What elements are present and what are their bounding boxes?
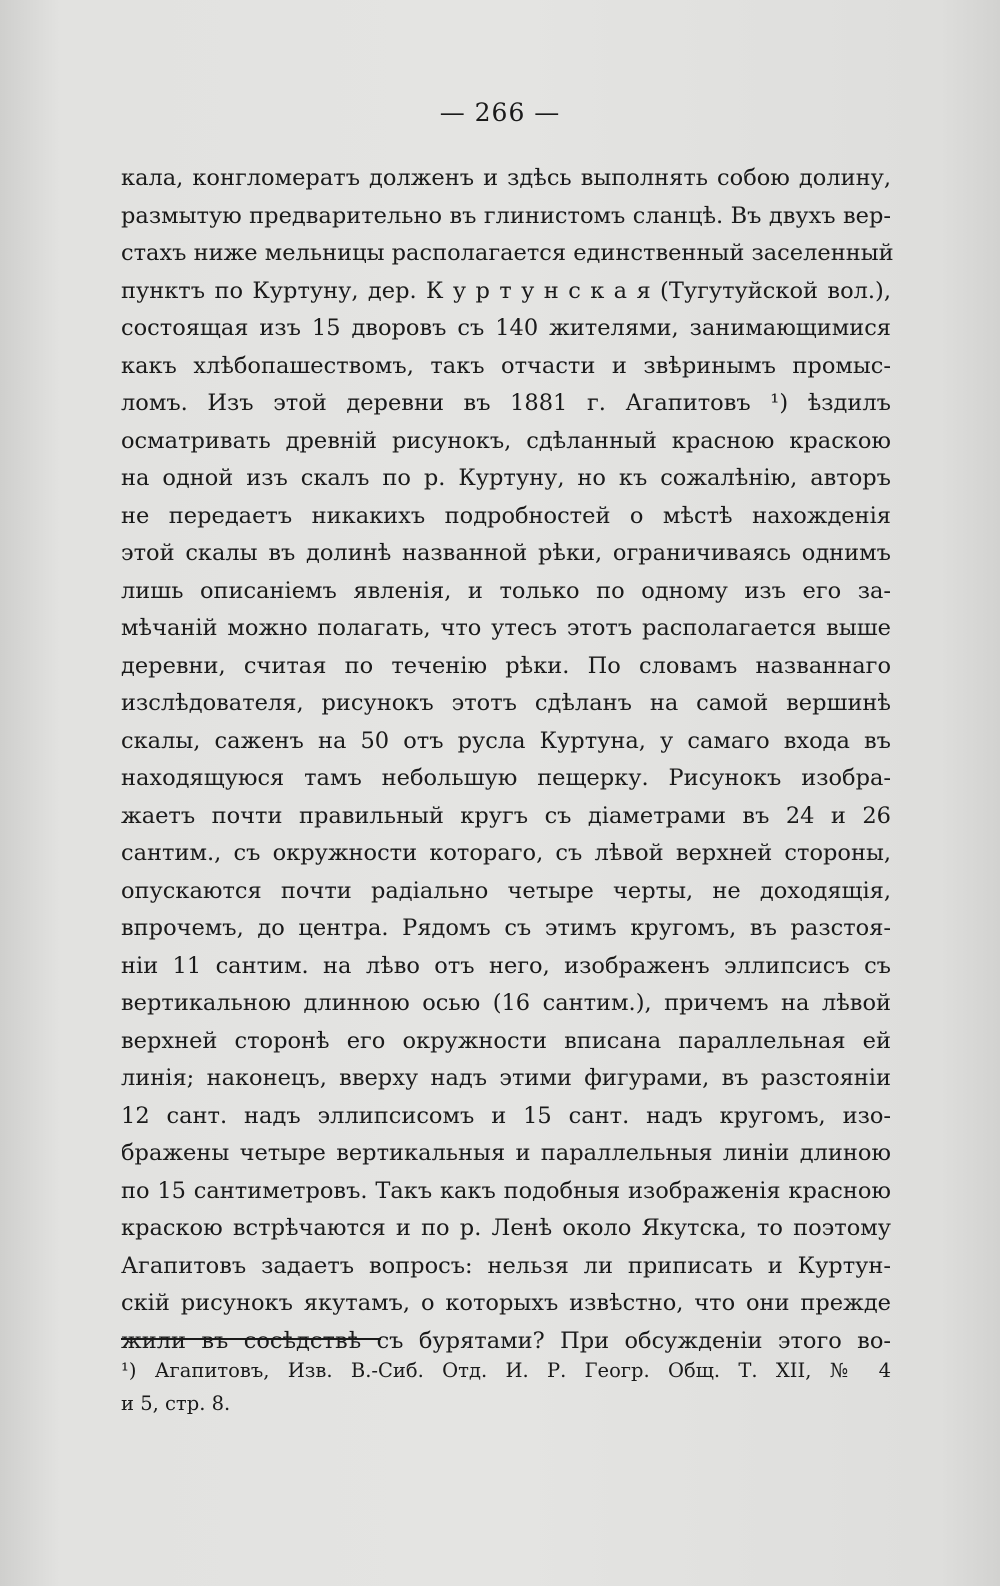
text-line: на одной изъ скалъ по р. Куртуну, но къ сожалѣнію, авторъ — [121, 465, 891, 491]
text-line: не передаетъ никакихъ подробностей о мѣстѣ нахожденія — [121, 502, 891, 529]
text-line: ломъ. Изъ этой деревни въ 1881 г. Агапитовъ ¹) ѣздилъ — [121, 390, 891, 416]
text-line: находящуюся тамъ небольшую пещерку. Рисунокъ изобра- — [121, 765, 891, 791]
text-line: этой скалы въ долинѣ названной рѣки, ограничиваясь однимъ — [121, 540, 891, 566]
text-line: жаетъ почти правильный кругъ съ діаметрами въ 24 и 26 — [121, 802, 891, 829]
text-line: линія; наконецъ, вверху надъ этими фигурами, въ разстояніи — [121, 1065, 891, 1091]
body-text — [121, 160, 894, 1360]
text-line: вертикальною длинною осью (16 сантим.), причемъ на лѣвой — [121, 990, 891, 1016]
text-line: стахъ ниже мельницы располагается единственный заселенный — [121, 240, 894, 266]
text-line: сантим., съ окружности котораго, съ лѣвой верхней стороны, — [121, 840, 891, 866]
text-line: впрочемъ, до центра. Рядомъ съ этимъ кругомъ, въ разстоя- — [121, 915, 891, 941]
text-line: ніи 11 сантим. на лѣво отъ него, изображенъ эллипсисъ съ — [121, 952, 891, 979]
text-line: по 15 сантиметровъ. Такъ какъ подобныя изображенія красною — [121, 1177, 891, 1204]
text-line: Агапитовъ задаетъ вопросъ: нельзя ли приписать и Куртун- — [121, 1252, 891, 1279]
footnote-line: и 5, стр. 8. — [121, 1392, 231, 1415]
text-line: изслѣдователя, рисунокъ этотъ сдѣланъ на самой вершинѣ — [121, 690, 891, 716]
page-number: — 266 — — [439, 98, 561, 127]
text-line: бражены четыре вертикальныя и параллельныя линіи длиною — [121, 1140, 891, 1166]
text-line: какъ хлѣбопашествомъ, такъ отчасти и звѣринымъ промыс- — [121, 352, 891, 379]
footnote-divider — [121, 1338, 381, 1340]
text-line: деревни, считая по теченію рѣки. По словамъ названнаго — [121, 652, 891, 679]
text-line: кала, конгломератъ долженъ и здѣсь выполнять собою долину, — [121, 165, 891, 191]
text-line: жили въ сосѣдствѣ съ бурятами? При обсужденіи этого во- — [121, 1327, 891, 1354]
text-line: скій рисунокъ якутамъ, о которыхъ извѣстно, что они прежде — [121, 1290, 891, 1316]
text-line: размытую предварительно въ глинистомъ сланцѣ. Въ двухъ вер- — [121, 202, 891, 229]
text-line: скалы, саженъ на 50 отъ русла Куртуна, у самаго входа въ — [121, 727, 891, 754]
text-line: осматривать древній рисунокъ, сдѣланный красною краскою — [121, 427, 891, 454]
text-line: краскою встрѣчаются и по р. Ленѣ около Якутска, то поэтому — [121, 1215, 891, 1241]
text-line: состоящая изъ 15 дворовъ съ 140 жителями, занимающимися — [121, 315, 891, 341]
text-line: мѣчаній можно полагать, что утесъ этотъ располагается выше — [121, 615, 891, 641]
text-line: опускаются почти радіально четыре черты, не доходящія, — [121, 877, 891, 904]
text-line: лишь описаніемъ явленія, и только по одному изъ его за- — [121, 577, 891, 604]
text-line: пунктъ по Куртуну, дер. К у р т у н с к а я (Тугутуйской вол.), — [121, 277, 891, 304]
footnote-line: ¹) Агапитовъ, Изв. В.-Сиб. Отд. И. Р. Геогр. Общ. Т. XII, № 4 — [121, 1359, 891, 1382]
text-line: верхней сторонѣ его окружности вписана параллельная ей — [121, 1027, 891, 1054]
footnotes — [121, 1354, 891, 1420]
text-line: 12 сант. надъ эллипсисомъ и 15 сант. надъ кругомъ, изо- — [121, 1102, 891, 1129]
